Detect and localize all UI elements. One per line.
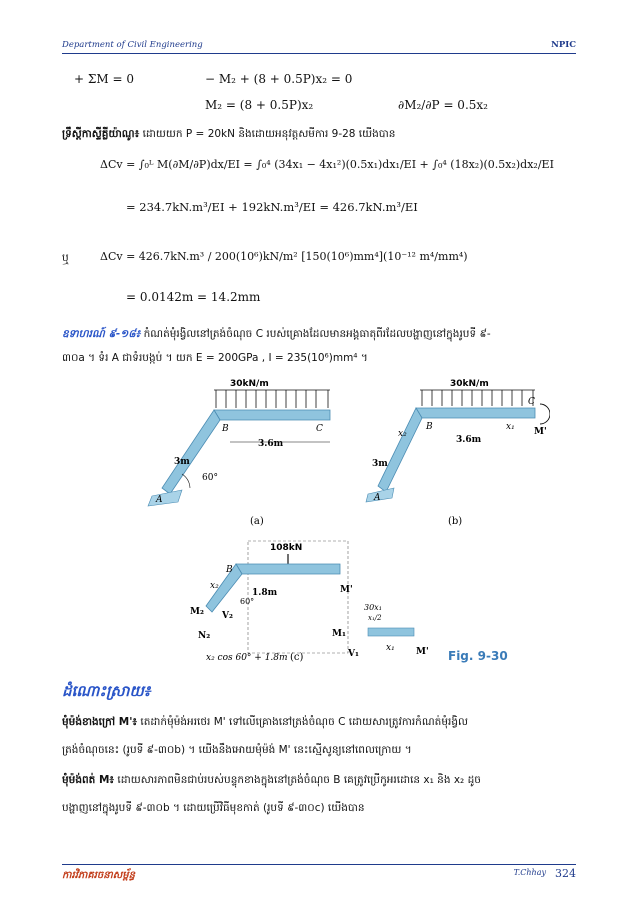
- label-b-c: B: [226, 565, 233, 575]
- label-a-a: A: [156, 495, 163, 505]
- label-m1: M₁: [332, 629, 346, 639]
- caption-a: (a): [250, 516, 264, 527]
- length-3m-b: 3m: [372, 459, 388, 469]
- angle-60-a: 60°: [202, 473, 218, 483]
- moment-label-b: M': [534, 427, 547, 437]
- solution-p2-line-2: បង្ហាញនៅក្នុងរូបទី ៩-៣០b ។ ដោយប្រើវិធីមុខកាត់ (រូបទី ៩-៣០c) យើងបាន: [62, 802, 365, 814]
- load-label-b: 30kN/m: [450, 379, 489, 389]
- solution-title: ដំណោះស្រាយ៖: [62, 682, 151, 700]
- solution-p2-text: ដោយសារភាពមិនជាប់របស់បន្ទុកខាងក្នុងនៅត្រង់ចំណុច B គេត្រូវប្រើកូអរដោនេ x₁ និង x₂ ដូច: [117, 774, 481, 786]
- beam-segment-c: [236, 564, 340, 574]
- deflection-numeric: ΔCv = 426.7kN.m³ / 200(10⁶)kN/m² [150(10⁶)mm⁴](10⁻¹² m⁴/mm⁴): [100, 250, 468, 263]
- label-m2: M₂: [190, 607, 204, 617]
- partial-derivative-equation: ∂M₂/∂P = 0.5x₂: [398, 98, 488, 112]
- label-c-b: C: [528, 397, 535, 407]
- header-department: Department of Civil Engineering: [62, 40, 203, 50]
- label-v2: V₂: [222, 611, 233, 621]
- moment-label-c2: M': [416, 647, 429, 657]
- length-3m-a: 3m: [174, 457, 190, 467]
- castigliano-label: ទ្រឹស្តីកាស្ទីគ្លីយ៉ាណូ៖: [62, 128, 140, 140]
- label-x1-b: x₁: [506, 422, 515, 432]
- example-text-1: កំណត់មុំរង្វិលនៅត្រង់ចំណុច C របស់គ្រោងដែលមានអង្គធាតុពីរដែលបង្ហាញនៅក្នុងរូបទី ៩-: [143, 328, 491, 340]
- label-c-a: C: [316, 424, 323, 434]
- label-v1: V₁: [348, 649, 359, 659]
- moment-sum-equation: + ΣM = 0: [74, 72, 134, 86]
- label-half-x1: x₁/2: [368, 614, 382, 622]
- example-text-2: ៣០a ។ ទំរ A ជាទំរបង្កប់ ។ យក E = 200GPa , I = 235(10⁶)mm⁴ ។: [62, 352, 368, 364]
- solution-p1-line-1: [62, 716, 468, 731]
- label-a-b: A: [374, 493, 381, 503]
- moment-arrow-b: [540, 404, 550, 424]
- solution-p1-line-2: ត្រង់ចំណុចនេះ (រូបទី ៩-៣០b) ។ យើងនឹងអោយមុំម៉ង់ M' នេះស្មើសូន្យនៅពេលក្រោយ ។: [62, 744, 412, 756]
- example-line-1: [62, 328, 491, 343]
- length-expression-c: x₂ cos 60° + 1.8m: [206, 653, 288, 663]
- free-body-beam: [368, 628, 414, 636]
- label-x2-c: x₂: [210, 581, 219, 591]
- label-b-a: B: [222, 424, 229, 434]
- angle-arc-a: [182, 474, 190, 488]
- label-b-b: B: [426, 422, 433, 432]
- deflection-sum: = 234.7kN.m³/EI + 192kN.m³/EI = 426.7kN.m³/EI: [126, 200, 418, 214]
- moment-label-c: M': [340, 585, 353, 595]
- example-title: ឧទាហរណ៍ ៩-១៨៖: [62, 328, 141, 340]
- label-load-30x1: 30x₁: [364, 603, 382, 612]
- beam-bc-a: [214, 410, 330, 420]
- length-36m-a: 3.6m: [258, 439, 284, 449]
- caption-c: (c): [290, 652, 304, 663]
- or-label: ឬ: [62, 252, 69, 264]
- load-label-a: 30kN/m: [230, 379, 269, 389]
- footer-author: T.Chhay: [513, 868, 546, 877]
- page-footer: [62, 864, 576, 882]
- length-36m-b: 3.6m: [456, 435, 482, 445]
- label-x1-c: x₁: [386, 643, 395, 653]
- angle-60-c: 60°: [240, 597, 255, 606]
- moment-equation-2: M₂ = (8 + 0.5P)x₂: [205, 98, 314, 112]
- fixed-support-a: [148, 490, 182, 506]
- footer-title: ការវិភាគរចនាសម្ព័ន្ធ: [62, 870, 135, 881]
- frame-figure-ab: [130, 374, 550, 534]
- moment-equation-1: − M₂ + (8 + 0.5P)x₂ = 0: [205, 72, 353, 86]
- castigliano-line: [62, 128, 395, 143]
- figure-number: Fig. 9-30: [448, 649, 508, 663]
- distributed-load-arrows-a: [214, 390, 330, 408]
- column-ab-b: [378, 408, 422, 492]
- label-n2: N₂: [198, 631, 211, 641]
- frame-figure-c: [190, 538, 530, 668]
- label-x2-b: x₂: [398, 429, 407, 439]
- castigliano-text: ដោយយក P = 20kN និងដោយអនុវត្តសមីការ 9-28 យើងបាន: [142, 128, 396, 140]
- page-header: [62, 38, 576, 54]
- deflection-integral: ΔCv = ∫₀ᴸ M(∂M/∂P)dx/EI = ∫₀⁴ (34x₁ − 4x₁²)(0.5x₁)dx₁/EI + ∫₀⁴ (18x₂)(0.5x₂)dx₂/EI: [100, 158, 554, 171]
- header-institution: NPIC: [551, 40, 576, 50]
- page-number: 324: [555, 867, 576, 880]
- distributed-load-arrows-b: [420, 390, 535, 406]
- solution-p2-label: មុំម៉ង់ពត់ M៖: [62, 774, 115, 786]
- deflection-result: = 0.0142m = 14.2mm: [126, 290, 261, 304]
- solution-p1-text: តេដាក់មុំម៉ង់អរថេរ M' ទៅលើគ្រោងនៅត្រង់ចំណុច C ដោយសារត្រូវការកំណត់មុំរង្វិល: [140, 716, 468, 728]
- caption-b: (b): [448, 516, 463, 527]
- solution-p2-line-1: [62, 774, 481, 789]
- length-18m-c: 1.8m: [252, 588, 278, 598]
- beam-bc-b: [416, 408, 535, 418]
- solution-p1-label: មុំម៉ង់ខាងក្រៅ M'៖: [62, 716, 138, 728]
- load-label-c: 108kN: [270, 543, 303, 553]
